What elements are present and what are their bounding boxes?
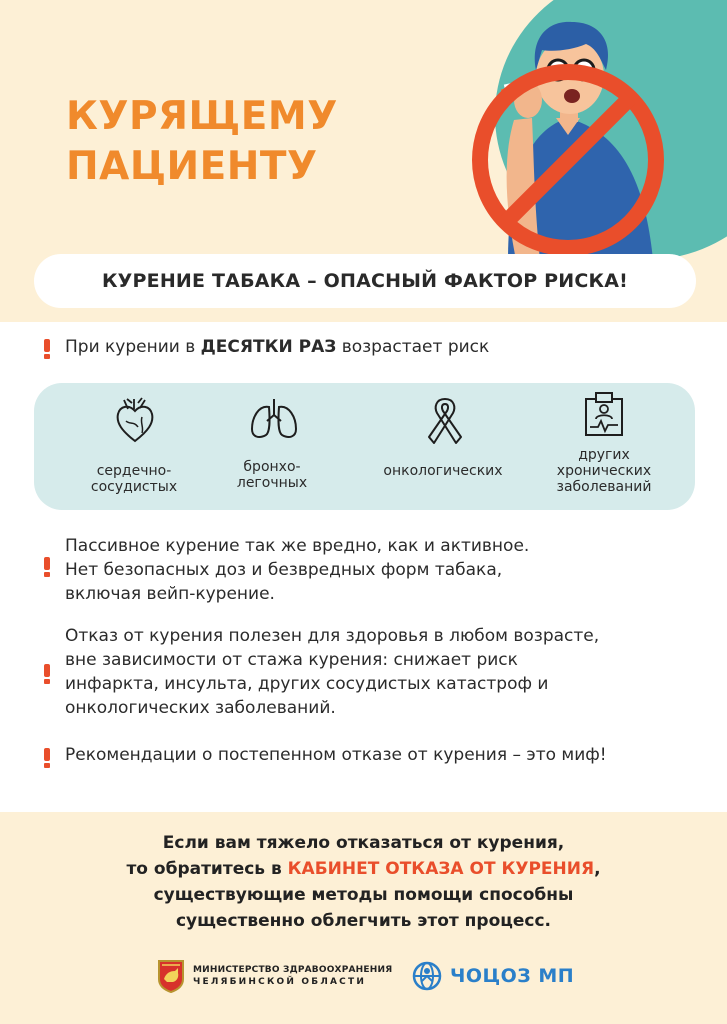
coat-of-arms-icon <box>157 959 185 993</box>
disease-oncology <box>360 383 526 510</box>
exclamation-icon <box>42 557 52 577</box>
ministry-logo <box>157 958 392 994</box>
cancer-ribbon-icon <box>426 395 464 447</box>
exclamation-icon <box>42 664 52 684</box>
ministry-name-line1: МИНИСТЕРСТВО ЗДРАВООХРАНЕНИЯ <box>193 965 393 975</box>
disease-label-line2: хронических <box>556 463 652 479</box>
myth-text: Рекомендации о постепенном отказе от курения – это миф! <box>65 745 607 765</box>
exclamation-icon <box>42 339 52 359</box>
disease-pulmonary <box>216 383 328 510</box>
disease-label-line2: легочных <box>236 475 308 491</box>
heart-icon <box>112 397 158 445</box>
ministry-name-line2: ЧЕЛЯБИНСКОЙ ОБЛАСТИ <box>193 977 367 987</box>
center-name: ЧОЦОЗ МП <box>450 965 575 987</box>
passive-smoking-text: Пассивное курение так же вредно, как и активное. Нет безопасных доз и безвредных форм табака, включая вейп-курение. <box>65 536 530 604</box>
risk-factor-banner: КУРЕНИЕ ТАБАКА – ОПАСНЫЙ ФАКТОР РИСКА! <box>34 254 696 308</box>
diseases-panel <box>34 383 695 510</box>
disease-label-line2: сосудистых <box>90 479 178 495</box>
title-line-1: КУРЯЩЕМУ <box>66 94 338 139</box>
globe-logo-icon <box>412 961 442 991</box>
disease-label-line1: других <box>578 447 630 463</box>
title-line-2: ПАЦИЕНТУ <box>66 144 318 189</box>
quitting-benefits-text: Отказ от курения полезен для здоровья в любом возрасте, вне зависимости от стажа курения: снижает риск инфаркта, инсульта, других сосудистых катастроф и онкологических заболеваний. <box>65 626 600 718</box>
disease-cardiovascular <box>74 383 194 510</box>
disease-label-line1: онкологических <box>383 463 503 479</box>
exclamation-icon <box>42 748 52 768</box>
lungs-icon <box>249 397 299 441</box>
no-smoking-illustration <box>468 10 678 265</box>
disease-label-line1: сердечно- <box>96 463 172 479</box>
disease-label-line3: заболеваний <box>556 479 652 495</box>
center-logo <box>412 958 574 994</box>
disease-chronic <box>534 383 674 510</box>
disease-label-line1: бронхо- <box>243 459 301 475</box>
medical-chart-icon <box>582 391 626 437</box>
call-to-action: Если вам тяжело отказаться от курения, то обратитесь в КАБИНЕТ ОТКАЗА ОТ КУРЕНИЯ, существующие методы помощи способны существенно облегчить этот процесс. <box>126 833 601 931</box>
clinic-name-highlight: КАБИНЕТ ОТКАЗА ОТ КУРЕНИЯ <box>287 859 595 879</box>
page-title <box>66 92 386 192</box>
risk-emphasis: ДЕСЯТКИ РАЗ <box>200 337 337 357</box>
risk-intro-text: При курении в ДЕСЯТКИ РАЗ возрастает риск <box>65 337 490 357</box>
